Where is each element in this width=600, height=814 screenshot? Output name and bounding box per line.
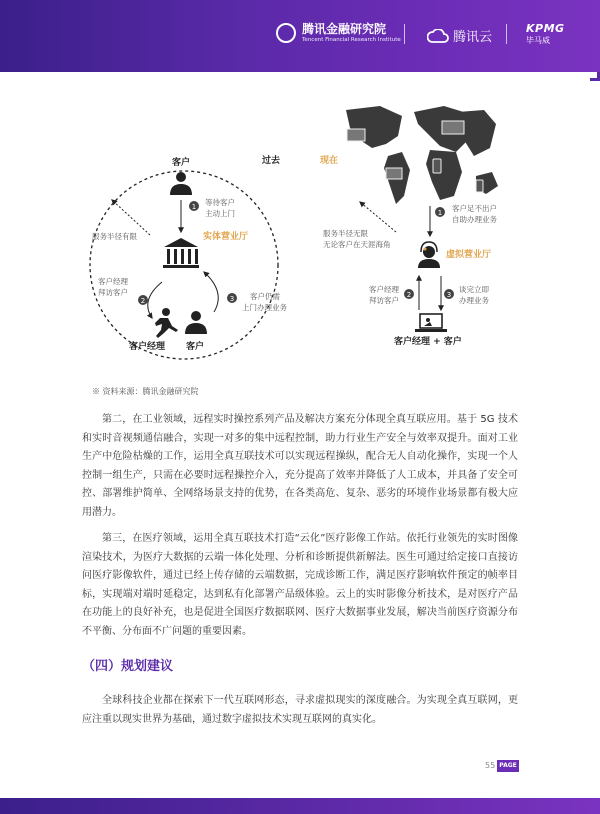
step2-line1: 客户经理 — [98, 277, 128, 286]
r-bottom-label: 客户经理 + 客户 — [394, 337, 462, 347]
r-step1-number: 1 — [437, 209, 443, 217]
physical-hall-label: 实体营业厅 — [203, 232, 249, 242]
page-number: 55 — [485, 761, 496, 770]
bank-building-icon — [163, 238, 199, 268]
step3-line2: 上门办理业务 — [242, 303, 287, 312]
radius-arrow — [112, 200, 150, 235]
tencent-cloud-logo — [427, 26, 492, 45]
logo1-cn: 腾讯金融研究院 — [302, 22, 387, 36]
header-divider-2 — [506, 24, 507, 44]
kpmg-en: KPMG — [526, 22, 565, 35]
footer-bar — [0, 798, 600, 814]
r-step3-line2: 办理业务 — [459, 296, 489, 305]
source-note: ※ 资料来源：腾讯金融研究院 — [92, 387, 199, 396]
step1-line2: 主动上门 — [205, 209, 235, 218]
step3-number: 3 — [229, 295, 235, 303]
corner-bracket — [590, 72, 600, 81]
virtual-hall-label: 虚拟营业厅 — [446, 250, 492, 260]
customer-top-label: 客户 — [172, 158, 191, 168]
r-radius-arrow — [360, 202, 396, 232]
r-step3-line1: 谈完立即 — [459, 285, 489, 294]
past-vs-now-diagram — [0, 100, 600, 380]
logo1-en: Tencent Financial Research Institute — [302, 37, 401, 43]
customer-bottom-label: 客户 — [186, 342, 205, 352]
r-step2-line2: 拜访客户 — [369, 296, 399, 305]
section-title: （四）规划建议 — [82, 659, 174, 674]
headset-agent-icon — [418, 242, 440, 268]
step1-number: 1 — [191, 203, 197, 211]
step2-number: 2 — [140, 297, 146, 305]
radius-label: 服务半径有限 — [92, 232, 137, 241]
r-step2-number: 2 — [406, 291, 412, 299]
step2-arrow — [148, 282, 162, 318]
logo2-text: 腾讯云 — [453, 30, 493, 45]
r-step1-line1: 客户足不出户 — [452, 204, 497, 213]
step1-line1: 等待客户 — [205, 198, 235, 207]
now-label: 现在 — [320, 156, 339, 166]
header-banner — [0, 0, 600, 72]
tencent-finance-logo-icon — [276, 23, 296, 43]
customer-person-icon — [170, 172, 192, 195]
paragraph-1: 第二，在工业领域，远程实时操控系列产品及解决方案充分体现全真互联应用。基于 5G 技术和实时音视频通信融合，实现一对多的集中远程控制，助力行业生产安全与效率双提升。面对工业生产中危险枯燥的工作，运用全真互联技术可以实现远程操纵，配合无人自动化操作，实现一个人控制一组生产，只需在必要时远程操控介入，充分提高了效率并降低了人工成本，并具备了安全可控、部署维护简单、全网络场景支持的优势，在各类高危、复杂、恶劣的环境作业场景都有极大应用潜力。 — [82, 414, 518, 518]
step3-line1: 客户仍需 — [250, 292, 280, 301]
paragraph-3: 全球科技企业都在探索下一代互联网形态，寻求虚拟现实的深度融合。为实现全真互联网，更应注重以现实世界为基础，通过数字虚拟技术实现互联网的真实化。 — [82, 695, 518, 725]
running-manager-icon — [155, 308, 178, 338]
paragraph-2: 第三，在医疗领域，运用全真互联技术打造“云化”医疗影像工作站。依托行业领先的实时图像渲染技术，为医疗大数据的云端一体化处理、分析和诊断提供新解法。医生可通过给定接口直接访问医疗影像软件，通过已经上传存储的云端数据，完成诊断工作，满足医疗影响软件预定的帧率目标，实现端对端时延稳定，达到私有化部署产品级体验。云上的实时影像分析技术，是对医疗产品在功能上的良好补充，也是促进全国医疗数据联网、医疗大数据事业发展，解决当前医疗资源分布不平衡、分布面不广问题的重要因素。 — [82, 533, 518, 637]
page-badge: PAGE — [497, 760, 519, 772]
kpmg-cn: 毕马威 — [526, 36, 550, 45]
r-step2-line1: 客户经理 — [369, 285, 399, 294]
step2-line2: 拜访客户 — [98, 288, 128, 297]
past-label: 过去 — [262, 156, 281, 166]
r-radius-line1: 服务半径无限 — [323, 229, 368, 238]
manager-label: 客户经理 — [129, 342, 166, 352]
step3-arrow — [204, 272, 218, 312]
customer-bottom-icon — [185, 311, 207, 334]
cloud-icon — [427, 29, 449, 43]
header-divider — [404, 24, 405, 44]
laptop-meeting-icon — [415, 314, 447, 332]
tencent-finance-logo — [276, 22, 401, 44]
world-map-image — [346, 106, 498, 204]
r-step3-number: 3 — [446, 291, 452, 299]
r-step1-line2: 自助办理业务 — [452, 215, 497, 224]
kpmg-logo — [526, 22, 565, 46]
r-radius-line2: 无论客户在天涯海角 — [323, 240, 391, 249]
